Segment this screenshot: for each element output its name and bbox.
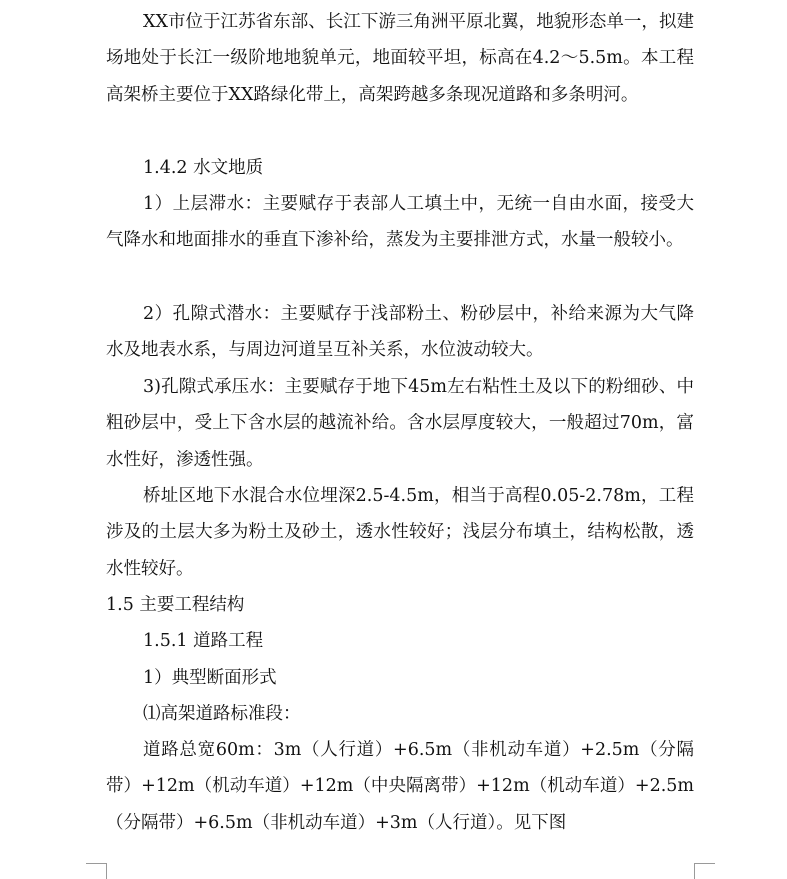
heading-typical-section: 1）典型断面形式 [143,668,277,688]
heading-1-4-2-hydrogeology: 1.4.2 水文地质 [143,158,264,178]
paragraph-site-geomorphology: XX市位于江苏省东部、长江下游三角洲平原北翼，地貌形态单一，拟建场地处于长江一级阶地地貌单元，地面较平坦，标高在4.2～5.5m。本工程高架桥主要位于XX路绿化带上，高架跨越多条现况道路和多条明河。 [106,12,694,105]
paragraph-groundwater-level: 桥址区地下水混合水位埋深2.5-4.5m，相当于高程0.05-2.78m，工程涉及的土层大多为粉土及砂土，透水性较好；浅层分布填土，结构松散，透水性较好。 [106,486,694,579]
heading-1-5-main-structures: 1.5 主要工程结构 [106,595,245,615]
paragraph-phreatic-water: 2）孔隙式潜水：主要赋存于浅部粉土、粉砂层中，补给来源为大气降水及地表水系，与周边河道呈互补关系，水位波动较大。 [106,304,694,361]
paragraph-perched-water: 1）上层滞水：主要赋存于表部人工填土中，无统一自由水面，接受大气降水和地面排水的垂直下渗补给，蒸发为主要排泄方式，水量一般较小。 [106,194,694,251]
heading-1-5-1-road-works: 1.5.1 道路工程 [143,631,264,651]
paragraph-confined-water: 3)孔隙式承压水：主要赋存于地下45m左右粘性土及以下的粉细砂、中粗砂层中，受上下含水层的越流补给。含水层厚度较大，一般超过70m，富水性好，渗透性强。 [106,377,694,470]
page-corner-mark-left [86,863,107,879]
page-corner-mark-right [694,863,715,879]
paragraph-road-width-composition: 道路总宽60m：3m（人行道）+6.5m（非机动车道）+2.5m（分隔带）+12m（机动车道）+12m（中央隔离带）+12m（机动车道）+2.5m（分隔带）+6.5m（非机动车道）+3m（人行道）。见下图 [106,740,694,833]
heading-elevated-road-standard-section: ⑴高架道路标准段： [143,704,301,724]
